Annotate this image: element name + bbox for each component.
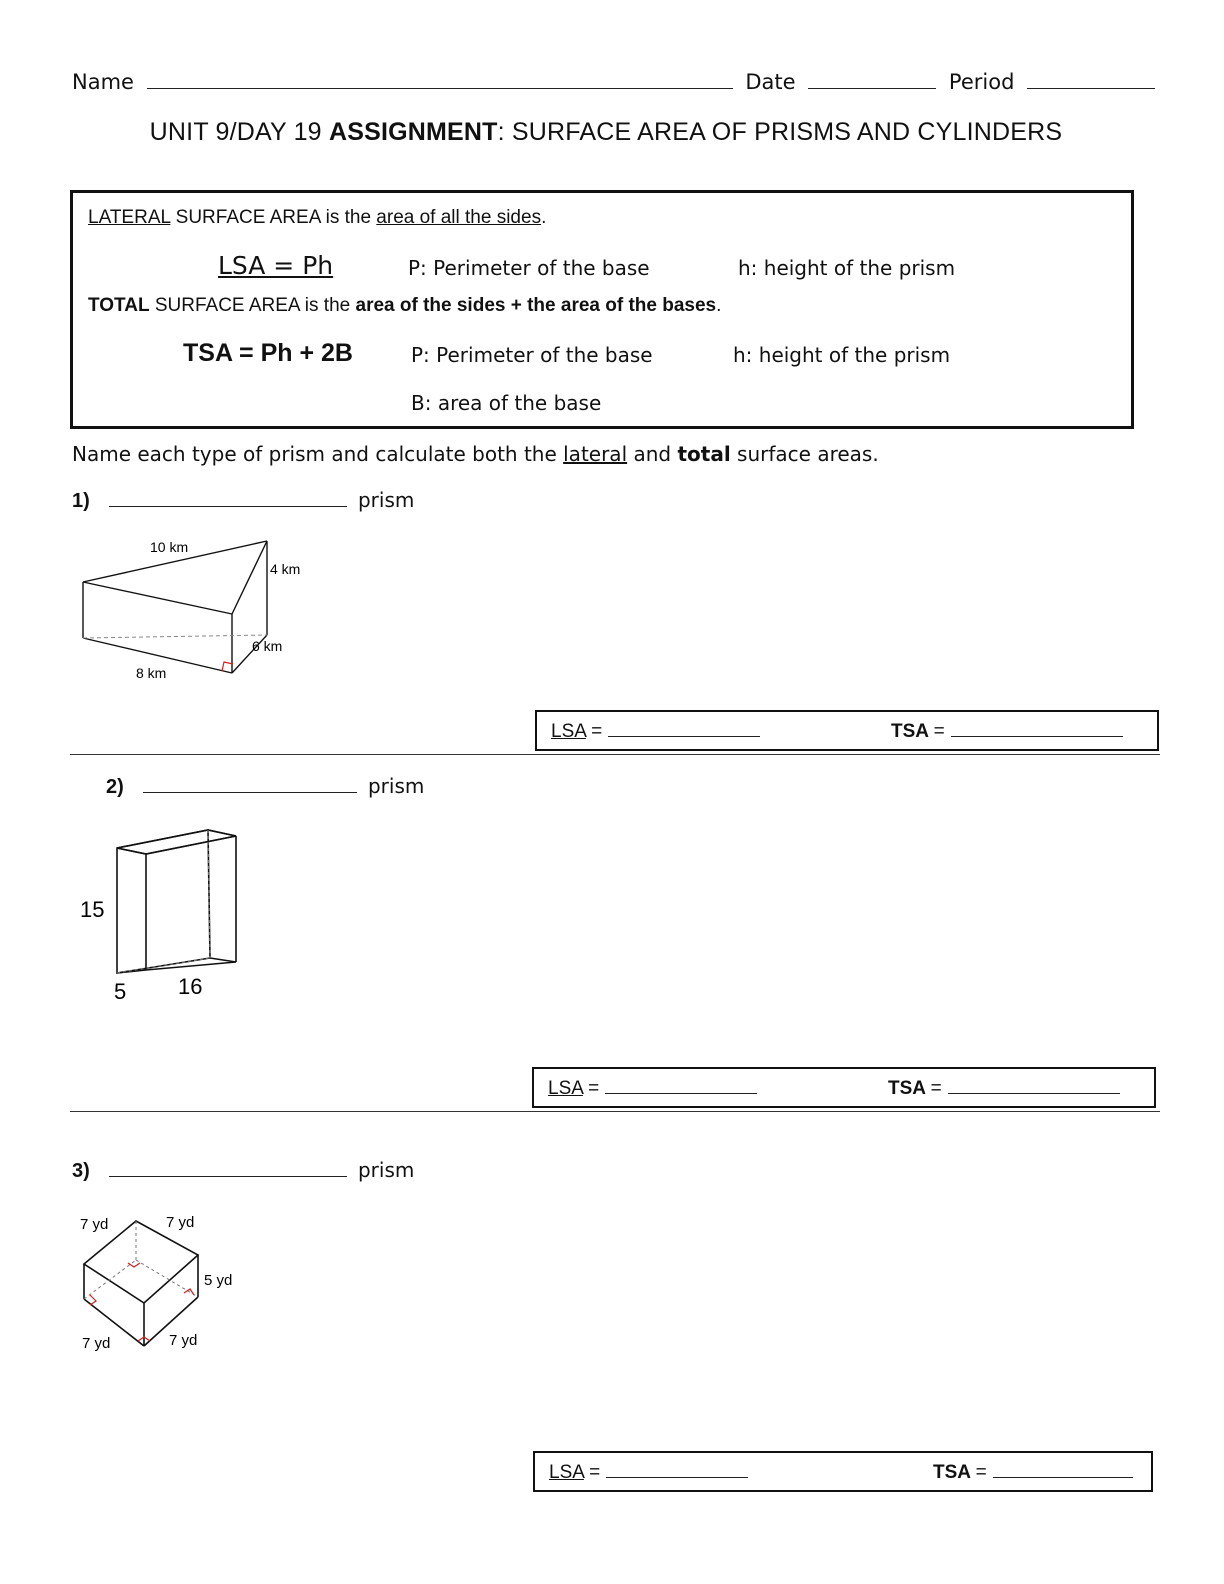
lateral-def: area of all the sides (376, 207, 542, 228)
student-info-line (72, 70, 1138, 94)
problem-3-tsa-blank[interactable] (993, 1477, 1133, 1478)
problem-3-lsa-blank[interactable] (606, 1477, 748, 1478)
square-prism-figure (70, 1205, 260, 1365)
instr-part1: Name each type of prism and calculate both the (72, 442, 564, 466)
edge (208, 830, 236, 836)
edge (83, 582, 232, 614)
lateral-definition (88, 207, 546, 229)
problem-2-heading (106, 774, 424, 799)
equals: = (589, 1462, 601, 1483)
problem-3-lsa (549, 1462, 754, 1484)
instr-lateral: lateral (563, 442, 628, 466)
problem-1-prism-blank[interactable] (109, 506, 347, 507)
date-label: Date (745, 70, 796, 94)
problem-2-answer-box (532, 1067, 1156, 1108)
lateral-label: LATERAL (88, 207, 171, 228)
problem-2-lsa (548, 1078, 763, 1100)
right-angle-mark (128, 1263, 140, 1267)
hidden-edge (83, 635, 267, 638)
lsa-formula-text: LSA = Ph (218, 251, 334, 280)
height-definition-2: h: height of the prism (733, 343, 951, 367)
lateral-rest: SURFACE AREA is the (170, 207, 377, 228)
lateral-end: . (541, 207, 547, 228)
label-7yd-top-right: 7 yd (166, 1214, 195, 1231)
equals: = (975, 1462, 987, 1483)
instr-total: total (677, 442, 731, 466)
problem-1-tsa-blank[interactable] (951, 736, 1123, 737)
name-label: Name (72, 70, 134, 94)
page-title (0, 118, 1212, 147)
problem-3-tsa (933, 1462, 1139, 1484)
equals: = (591, 721, 603, 742)
instr-and: and (627, 442, 678, 466)
label-16: 16 (178, 974, 203, 999)
label-7yd-bottom-left: 7 yd (82, 1335, 111, 1352)
problem-1-tsa (891, 721, 1129, 743)
equals: = (930, 1078, 942, 1099)
problem-2-number: 2) (106, 776, 124, 798)
label-8km: 8 km (136, 665, 167, 681)
label-7yd-top-left: 7 yd (80, 1216, 109, 1233)
label-6km: 6 km (252, 638, 283, 654)
top-face (117, 830, 236, 854)
equals: = (588, 1078, 600, 1099)
label-5: 5 (114, 979, 127, 1004)
title-suffix: : SURFACE AREA OF PRISMS AND CYLINDERS (497, 118, 1063, 146)
problem-3-heading (72, 1158, 414, 1183)
instr-part2: surface areas. (730, 442, 879, 466)
definitions-box (70, 190, 1134, 429)
edge (232, 541, 267, 614)
label-15: 15 (80, 897, 105, 922)
divider (70, 754, 1160, 755)
tsa-label: TSA (888, 1078, 926, 1099)
lsa-label: LSA (551, 721, 586, 742)
lsa-formula (218, 251, 333, 280)
top-face (84, 1221, 198, 1303)
label-7yd-bottom-right: 7 yd (169, 1332, 198, 1349)
tsa-label: TSA (891, 721, 929, 742)
problem-2-lsa-blank[interactable] (605, 1093, 757, 1094)
total-label: TOTAL (88, 295, 150, 316)
problem-1-number: 1) (72, 490, 90, 512)
title-prefix: UNIT 9/DAY 19 (149, 118, 329, 146)
base-area-definition: B: area of the base (411, 391, 602, 415)
tsa-formula: TSA = Ph + 2B (183, 339, 353, 367)
problem-2-tsa-blank[interactable] (948, 1093, 1120, 1094)
edge (117, 848, 146, 854)
total-end: . (716, 295, 722, 316)
date-blank[interactable] (808, 88, 936, 89)
problem-3-prism-blank[interactable] (109, 1176, 347, 1177)
problem-2-tsa (888, 1078, 1126, 1100)
problem-1-lsa-blank[interactable] (608, 736, 760, 737)
name-blank[interactable] (147, 88, 733, 89)
problem-2-prism-blank[interactable] (143, 792, 357, 793)
height-definition: h: height of the prism (738, 256, 956, 280)
instructions (72, 442, 879, 466)
problem-1-answer-box (535, 710, 1159, 751)
rectangular-prism-figure (70, 820, 270, 1010)
tsa-label: TSA (933, 1462, 971, 1483)
problem-3-number: 3) (72, 1160, 90, 1182)
problem-2-prism-word: prism (367, 774, 425, 798)
problem-1-heading (72, 488, 414, 513)
total-def: area of the sides + the area of the bases (355, 295, 717, 316)
perimeter-definition-2: P: Perimeter of the base (411, 343, 653, 367)
edge (210, 958, 236, 962)
total-definition (88, 295, 721, 317)
label-5yd: 5 yd (204, 1272, 233, 1289)
total-rest: SURFACE AREA is the (149, 295, 356, 316)
problem-1-prism-word: prism (357, 488, 415, 512)
period-blank[interactable] (1027, 88, 1155, 89)
title-bold: ASSIGNMENT (328, 118, 498, 146)
problem-1-lsa (551, 721, 766, 743)
edge (146, 836, 236, 854)
label-4km: 4 km (270, 561, 301, 577)
perimeter-definition: P: Perimeter of the base (408, 256, 650, 280)
lsa-label: LSA (549, 1462, 584, 1483)
label-10km: 10 km (150, 539, 189, 555)
divider (70, 1111, 1160, 1112)
lsa-label: LSA (548, 1078, 583, 1099)
period-label: Period (948, 70, 1015, 94)
triangular-prism-figure (70, 530, 330, 690)
hidden-edge (136, 1260, 198, 1297)
problem-3-answer-box (533, 1451, 1153, 1492)
problem-3-prism-word: prism (357, 1158, 415, 1182)
equals: = (933, 721, 945, 742)
